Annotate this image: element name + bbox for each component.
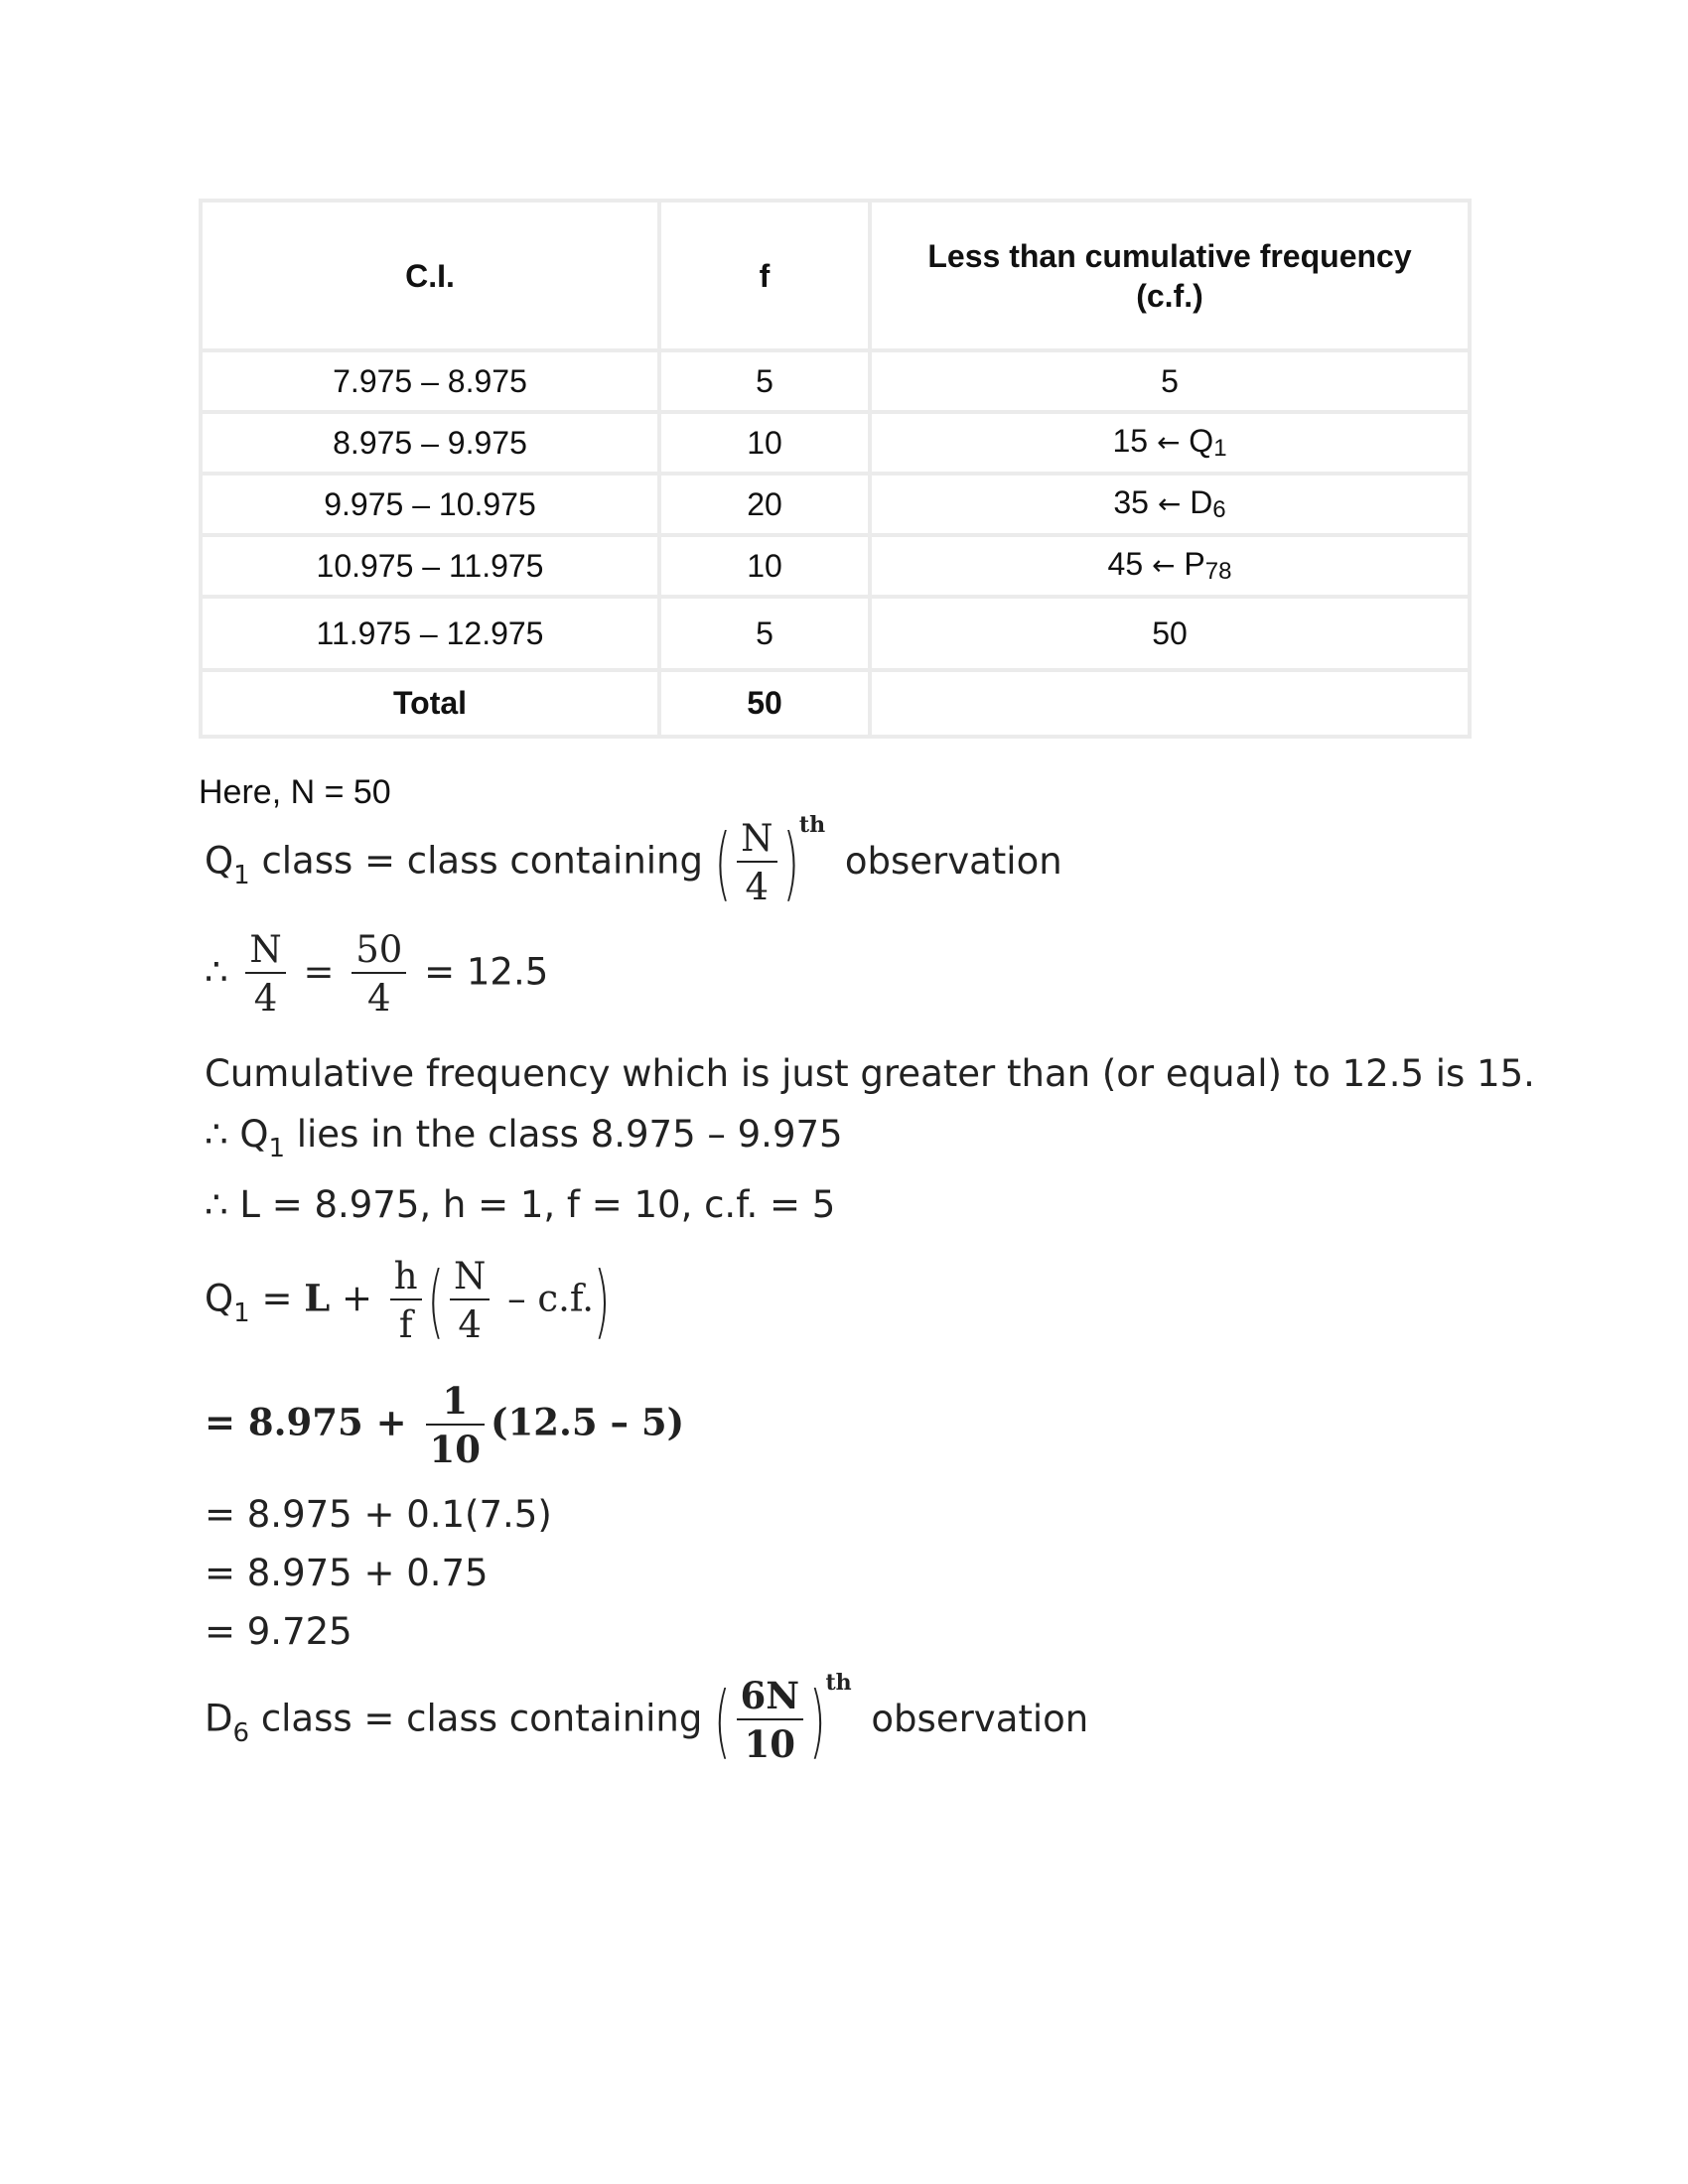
here-n-text: Here, N = 50 [199, 773, 391, 811]
class-containing-text: class = class containing [261, 839, 703, 883]
th-superscript: th [825, 1669, 852, 1696]
cf-marker-subscript: 6 [1212, 496, 1226, 523]
sixn-over-ten [737, 1674, 804, 1766]
step1-line [205, 1379, 685, 1471]
numerator: N [249, 928, 282, 971]
numerator: h [393, 1255, 418, 1297]
denominator: 10 [429, 1428, 482, 1471]
numerator: N [741, 817, 774, 860]
cf-marker: D [1190, 484, 1213, 520]
left-paren: ( [714, 816, 732, 909]
therefore-symbol: ∴ [205, 1113, 228, 1156]
step2-line: = 8.975 + 0.1(7.5) [205, 1493, 552, 1536]
d6-subscript: 6 [232, 1717, 250, 1748]
params-line [205, 1183, 835, 1226]
cf-value: 45 [1107, 546, 1144, 582]
cf-value: 35 [1113, 484, 1149, 520]
plus-sign: + [342, 1277, 373, 1320]
cell-f: 10 [659, 412, 870, 474]
cell-f: 5 [659, 350, 870, 412]
q1-lies-line [205, 1113, 843, 1163]
left-paren: ( [427, 1254, 445, 1347]
numerator: 1 [442, 1379, 469, 1423]
q1-lies-text: lies in the class 8.975 – 9.975 [296, 1113, 843, 1156]
table-row [201, 597, 1470, 670]
n-over-4 [450, 1255, 490, 1346]
cell-f: 20 [659, 474, 870, 535]
q1-subscript: 1 [268, 1134, 285, 1163]
left-paren: ( [714, 1674, 731, 1767]
formula-l: L [304, 1276, 331, 1320]
header-cf [870, 201, 1470, 350]
equals-sign: = [261, 1277, 293, 1320]
params-text: L = 8.975, h = 1, f = 10, c.f. = 5 [239, 1183, 836, 1226]
total-row [201, 670, 1470, 737]
numerator: N [454, 1255, 487, 1297]
cell-ci: 7.975 – 8.975 [201, 350, 659, 412]
cell-cf [870, 412, 1470, 474]
step1-rhs: (12.5 – 5) [491, 1400, 685, 1444]
denominator: 10 [744, 1722, 796, 1766]
total-label: Total [201, 670, 659, 737]
cell-cf [870, 474, 1470, 535]
q1-class-line [205, 811, 1062, 909]
step4-line: = 9.725 [205, 1610, 352, 1653]
left-arrow-icon: ← [1157, 487, 1182, 520]
h-over-f [390, 1255, 422, 1346]
one-over-ten [426, 1379, 486, 1471]
therefore-symbol: ∴ [205, 1183, 228, 1226]
cell-cf [870, 535, 1470, 597]
observation-text: observation [871, 1697, 1089, 1740]
q1-subscript: 1 [233, 860, 250, 890]
table-row [201, 535, 1470, 597]
header-cf-line1: Less than cumulative frequency [927, 237, 1412, 274]
cell-f: 5 [659, 597, 870, 670]
equals-sign: = [303, 950, 335, 994]
denominator: 4 [367, 977, 391, 1020]
n-over-4-fraction [737, 817, 776, 908]
cf-value: 15 [1112, 423, 1149, 459]
d6-class-line [205, 1669, 1089, 1767]
minus-cf: – c.f. [507, 1277, 595, 1320]
denominator: 4 [253, 977, 278, 1020]
header-cf-line2: (c.f.) [1136, 277, 1203, 314]
step3-line: = 8.975 + 0.75 [205, 1552, 489, 1594]
cf-marker-subscript: 78 [1204, 558, 1232, 585]
cf-marker: Q [1189, 423, 1214, 459]
class-containing-text: class = class containing [260, 1697, 703, 1740]
therefore-symbol: ∴ [205, 950, 228, 994]
header-f: f [659, 201, 870, 350]
frequency-table [199, 199, 1472, 739]
right-paren: ) [594, 1254, 611, 1347]
cell-ci: 9.975 – 10.975 [201, 474, 659, 535]
cf-value: 50 [1152, 614, 1188, 651]
cell-ci: 10.975 – 11.975 [201, 535, 659, 597]
cell-ci: 8.975 – 9.975 [201, 412, 659, 474]
step1-lhs: = 8.975 + [205, 1400, 407, 1444]
cell-cf [870, 350, 1470, 412]
q1-symbol: Q [239, 1113, 269, 1156]
total-cf-empty [870, 670, 1470, 737]
denominator: f [398, 1303, 413, 1346]
denominator: 4 [745, 866, 770, 908]
fifty-over-4 [352, 928, 406, 1020]
table-row [201, 474, 1470, 535]
denominator: 4 [458, 1303, 482, 1346]
right-paren: ) [809, 1674, 826, 1767]
table-row [201, 350, 1470, 412]
cf-sentence: Cumulative frequency which is just greater than (or equal) to 12.5 is 15. [205, 1052, 1535, 1095]
cf-value: 5 [1161, 362, 1179, 399]
total-f: 50 [659, 670, 870, 737]
result-12-5: = 12.5 [424, 950, 549, 994]
table-header-row [201, 201, 1470, 350]
n-over-4 [245, 928, 285, 1020]
left-arrow-icon: ← [1152, 549, 1176, 582]
cell-ci: 11.975 – 12.975 [201, 597, 659, 670]
d6-symbol: D [205, 1697, 233, 1740]
table-row [201, 412, 1470, 474]
q1-symbol: Q [205, 1277, 234, 1320]
cf-marker: P [1184, 546, 1205, 582]
th-superscript: th [798, 811, 826, 838]
q1-subscript: 1 [233, 1297, 250, 1328]
left-arrow-icon: ← [1156, 426, 1181, 459]
numerator: 50 [355, 928, 403, 971]
cell-cf [870, 597, 1470, 670]
right-paren: ) [782, 816, 799, 909]
q1-symbol: Q [205, 839, 234, 883]
q1-formula [205, 1254, 611, 1347]
observation-text: observation [844, 839, 1062, 883]
cf-marker-subscript: 1 [1213, 435, 1227, 462]
n-over-4-calc [205, 928, 549, 1020]
cell-f: 10 [659, 535, 870, 597]
header-ci: C.I. [201, 201, 659, 350]
numerator: 6N [740, 1674, 800, 1717]
